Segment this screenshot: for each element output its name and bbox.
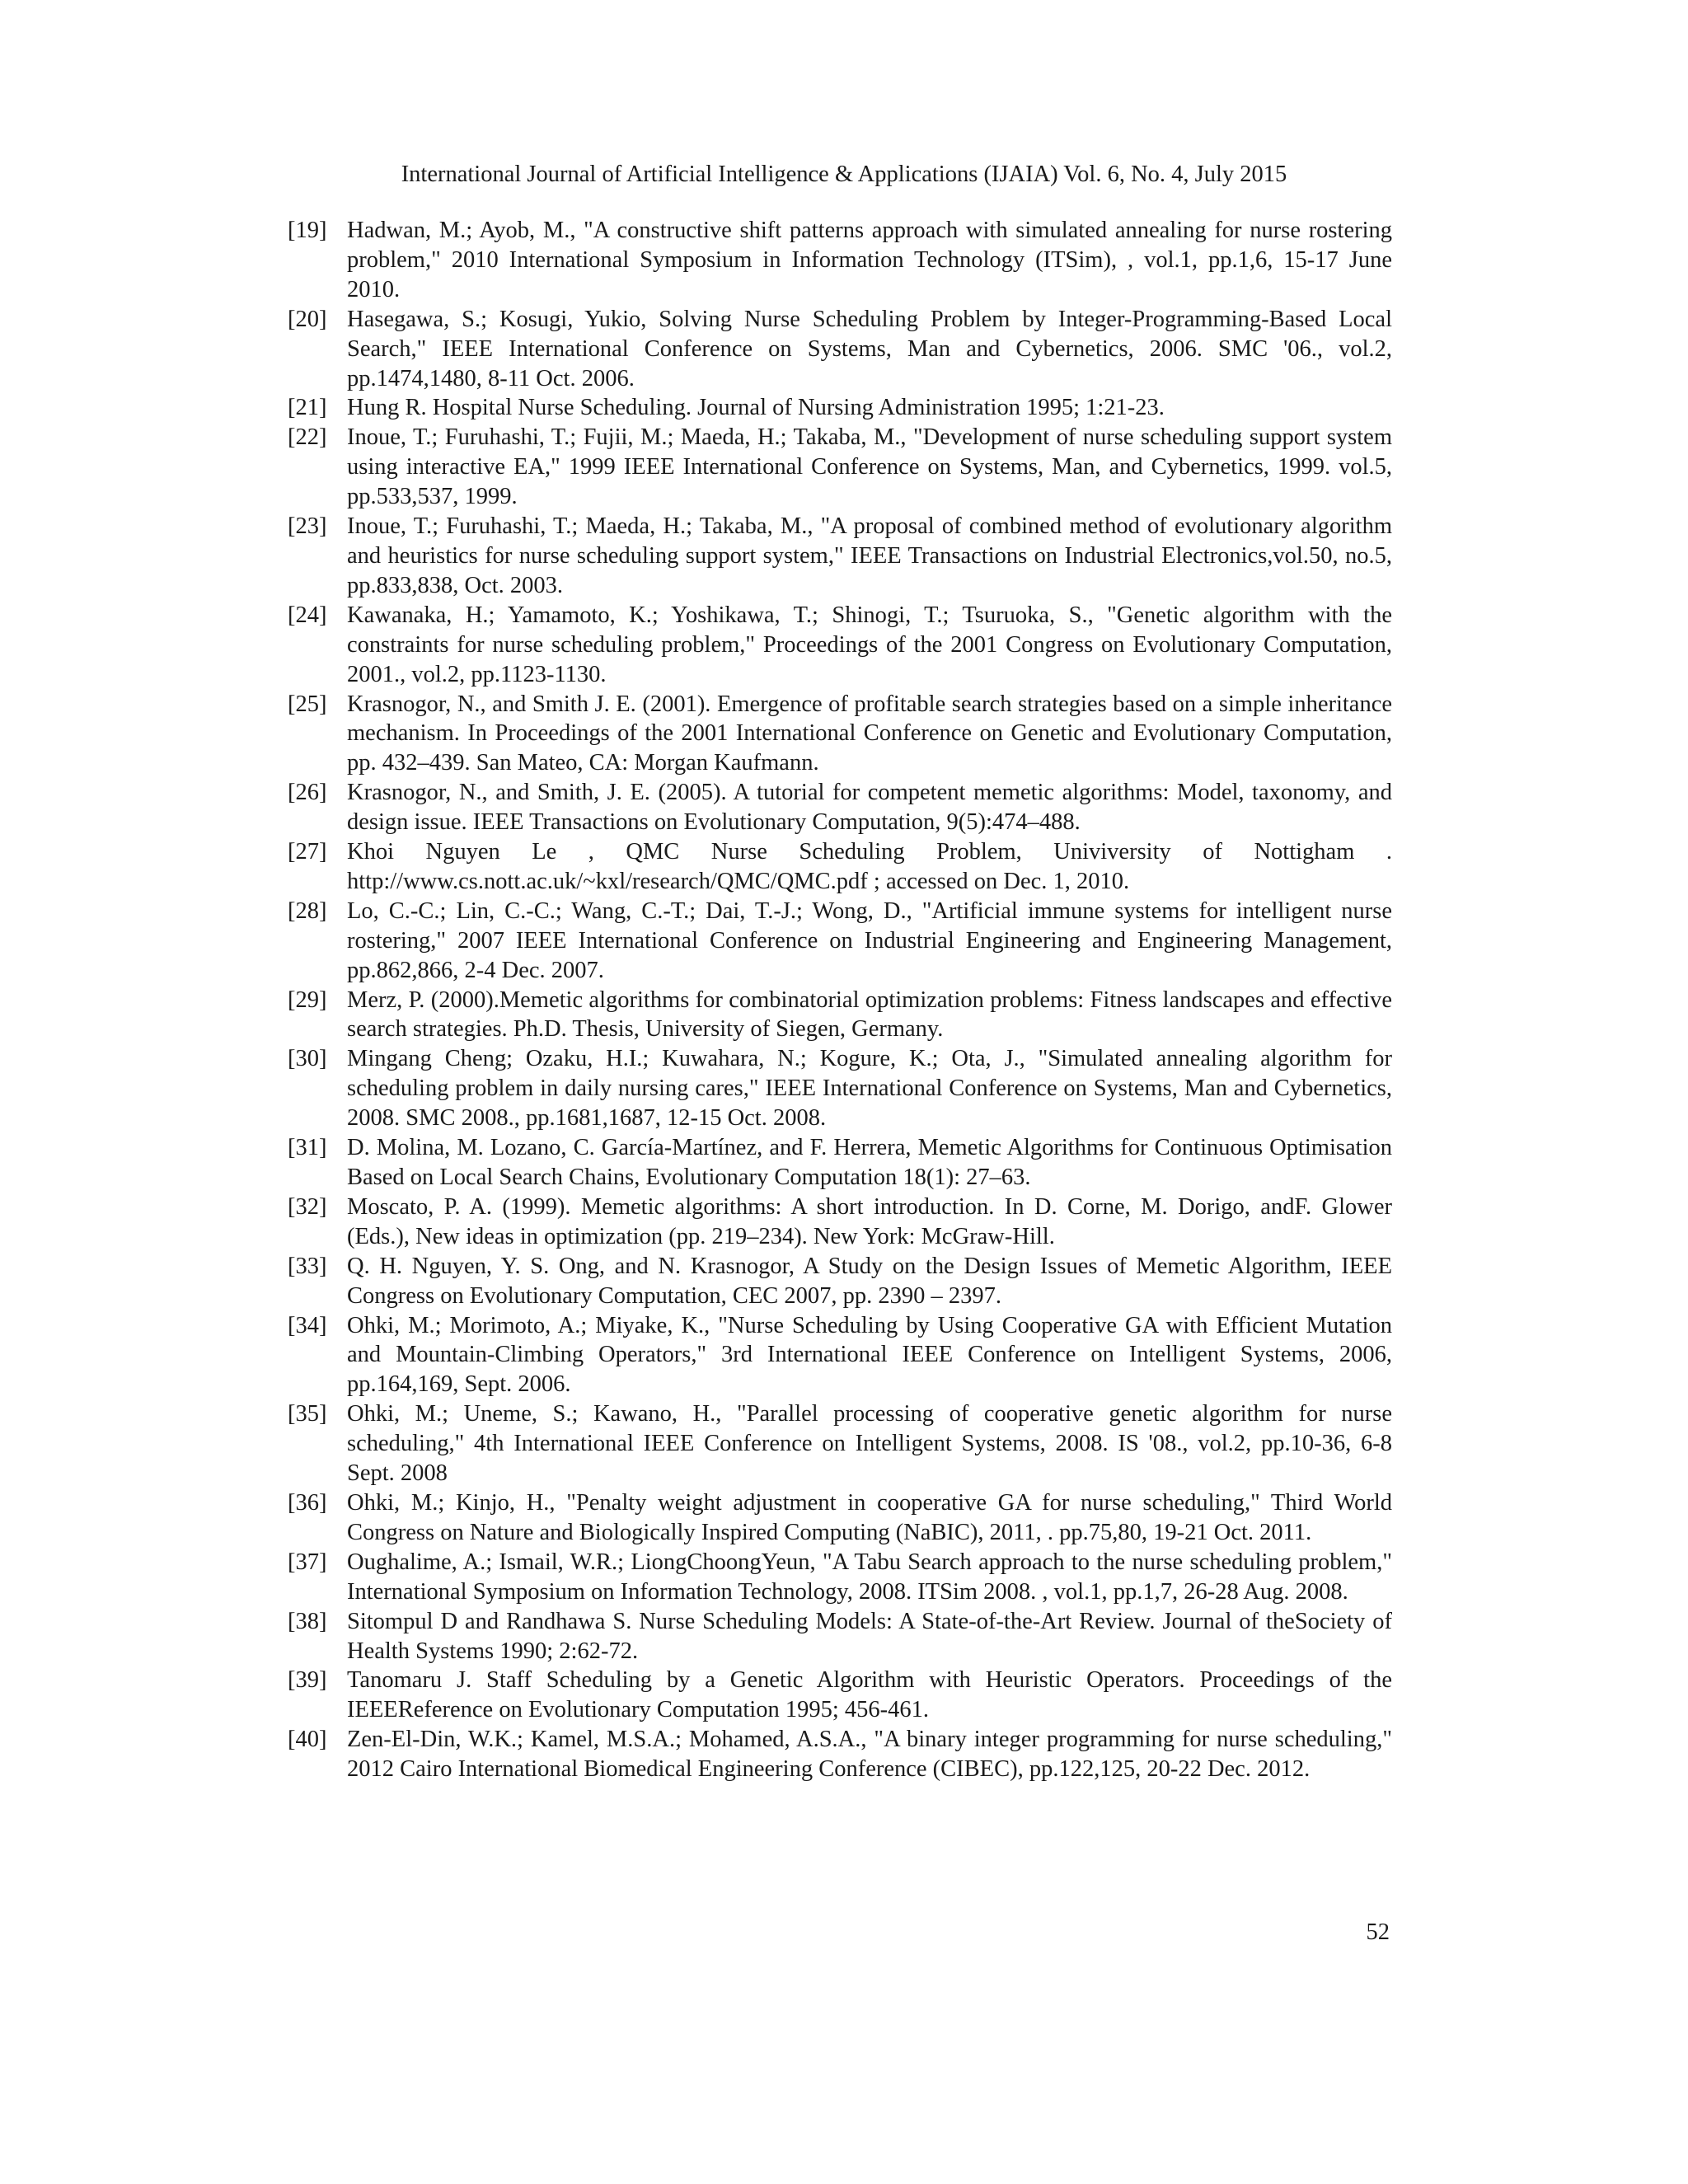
reference-text: Mingang Cheng; Ozaku, H.I.; Kuwahara, N.; Kogure, K.; Ota, J., "Simulated annealing algorithm for scheduling problem in daily nursing cares," IEEE International Conference on Systems, Man and Cybernetics, 2008. SMC 2008., pp.1681,1687, 12-15 Oct. 2008. — [347, 1046, 1392, 1132]
reference-item — [288, 690, 1392, 779]
reference-item — [288, 1044, 1392, 1133]
reference-item — [288, 1133, 1392, 1193]
reference-text: Zen-El-Din, W.K.; Kamel, M.S.A.; Mohamed, A.S.A., "A binary integer programming for nurse scheduling," 2012 Cairo International Biomedical Engineering Conference (CIBEC), pp.122,125, 20-22 Dec. 2012. — [347, 1727, 1392, 1783]
reference-text: Sitompul D and Randhawa S. Nurse Scheduling Models: A State-of-the-Art Review. Journal of theSociety of Health Systems 1990; 2:62-72. — [347, 1608, 1392, 1664]
reference-number: [27] — [288, 839, 327, 865]
reference-text: Hadwan, M.; Ayob, M., "A constructive shift patterns approach with simulated annealing for nurse rostering problem," 2010 International Symposium in Information Technology (ITSim), , vol.1, pp.1,6, 15-17 June 2010. — [347, 218, 1392, 302]
reference-text: Moscato, P. A. (1999). Memetic algorithms: A short introduction. In D. Corne, M. Dorigo, andF. Glower (Eds.), New ideas in optimization (pp. 219–234). New York: McGraw-Hill. — [347, 1193, 1392, 1249]
reference-item — [288, 1311, 1392, 1400]
reference-text: Q. H. Nguyen, Y. S. Ong, and N. Krasnogor, A Study on the Design Issues of Memetic Algorithm, IEEE Congress on Evolutionary Computation, CEC 2007, pp. 2390 – 2397. — [347, 1253, 1392, 1309]
reference-number: [28] — [288, 898, 327, 924]
reference-item — [288, 1607, 1392, 1666]
reference-item — [288, 1252, 1392, 1311]
reference-number: [34] — [288, 1312, 327, 1338]
reference-item — [288, 837, 1392, 897]
reference-number: [26] — [288, 780, 327, 806]
reference-item — [288, 1725, 1392, 1784]
reference-number: [39] — [288, 1667, 327, 1694]
reference-text: Hung R. Hospital Nurse Scheduling. Journal of Nursing Administration 1995; 1:21-23. — [347, 395, 1165, 421]
reference-number: [31] — [288, 1135, 327, 1161]
reference-item — [288, 1666, 1392, 1725]
reference-number: [32] — [288, 1193, 327, 1220]
reference-text: Ohki, M.; Morimoto, A.; Miyake, K., "Nurse Scheduling by Using Cooperative GA with Efficient Mutation and Mountain-Climbing Operators," 3rd International IEEE Conference on Intelligent Systems, 2006, pp.164,169, Sept. 2006. — [347, 1312, 1392, 1398]
reference-item — [288, 1193, 1392, 1252]
reference-item — [288, 216, 1392, 305]
reference-item — [288, 1399, 1392, 1488]
reference-item — [288, 393, 1392, 423]
reference-text: Ohki, M.; Uneme, S.; Kawano, H., "Parallel processing of cooperative genetic algorithm for nurse scheduling," 4th International IEEE Conference on Intelligent Systems, 2008. IS '08., vol.2, pp.10-36, 6-8 Sept. 2008 — [347, 1401, 1392, 1487]
reference-number: [24] — [288, 602, 327, 628]
reference-item — [288, 305, 1392, 394]
reference-text: Tanomaru J. Staff Scheduling by a Genetic Algorithm with Heuristic Operators. Proceedings of the IEEEReference on Evolutionary Computation 1995; 456-461. — [347, 1667, 1392, 1723]
reference-item — [288, 986, 1392, 1045]
reference-text: Merz, P. (2000).Memetic algorithms for combinatorial optimization problems: Fitness landscapes and effective search strategies. Ph.D. Thesis, University of Siegen, Germany. — [347, 987, 1392, 1043]
reference-number: [37] — [288, 1549, 327, 1575]
reference-text: Khoi Nguyen Le , QMC Nurse Scheduling Problem, Univiversity of Nottigham . http://www.cs.nott.ac.uk/~kxl/research/QMC/QMC.pdf ; accessed on Dec. 1, 2010. — [347, 839, 1392, 894]
reference-number: [35] — [288, 1401, 327, 1427]
reference-text: Kawanaka, H.; Yamamoto, K.; Yoshikawa, T.; Shinogi, T.; Tsuruoka, S., "Genetic algorithm with the constraints for nurse scheduling problem," Proceedings of the 2001 Congress on Evolutionary Computation, 2001., vol.2, pp.1123-1130. — [347, 602, 1392, 687]
reference-number: [21] — [288, 395, 327, 421]
reference-item — [288, 512, 1392, 601]
running-header: International Journal of Artificial Intelligence & Applications (IJAIA) Vol. 6, No. 4, July 2015 — [401, 162, 1287, 187]
reference-number: [30] — [288, 1046, 327, 1072]
reference-text: D. Molina, M. Lozano, C. García-Martínez, and F. Herrera, Memetic Algorithms for Continuous Optimisation Based on Local Search Chains, Evolutionary Computation 18(1): 27–63. — [347, 1135, 1392, 1190]
reference-number: [25] — [288, 691, 327, 717]
reference-text: Ohki, M.; Kinjo, H., "Penalty weight adjustment in cooperative GA for nurse scheduling," Third World Congress on Nature and Biologically Inspired Computing (NaBIC), 2011, . pp.75,80, 19-21 Oct. 2011. — [347, 1489, 1392, 1545]
reference-text: Krasnogor, N., and Smith J. E. (2001). Emergence of profitable search strategies based on a simple inheritance mechanism. In Proceedings of the 2001 International Conference on Genetic and Evolutionary Computation, pp. 432–439. San Mateo, CA: Morgan Kaufmann. — [347, 691, 1392, 776]
reference-number: [40] — [288, 1727, 327, 1753]
reference-number: [36] — [288, 1489, 327, 1516]
reference-number: [38] — [288, 1608, 327, 1634]
reference-text: Inoue, T.; Furuhashi, T.; Fujii, M.; Maeda, H.; Takaba, M., "Development of nurse scheduling support system using interactive EA," 1999 IEEE International Conference on Systems, Man, and Cybernetics, 1999. vol.5, pp.533,537, 1999. — [347, 424, 1392, 510]
reference-text: Oughalime, A.; Ismail, W.R.; LiongChoongYeun, "A Tabu Search approach to the nurse scheduling problem," International Symposium on Information Technology, 2008. ITSim 2008. , vol.1, pp.1,7, 26-28 Aug. 2008. — [347, 1549, 1392, 1605]
reference-list — [288, 216, 1392, 1784]
reference-number: [20] — [288, 306, 327, 332]
reference-text: Inoue, T.; Furuhashi, T.; Maeda, H.; Takaba, M., "A proposal of combined method of evolutionary algorithm and heuristics for nurse scheduling support system," IEEE Transactions on Industrial Electronics,vol.50, no.5, pp.833,838, Oct. 2003. — [347, 513, 1392, 598]
reference-number: [33] — [288, 1253, 327, 1279]
page-number: 52 — [1366, 1919, 1390, 1945]
reference-text: Lo, C.-C.; Lin, C.-C.; Wang, C.-T.; Dai, T.-J.; Wong, D., "Artificial immune systems for intelligent nurse rostering," 2007 IEEE International Conference on Industrial Engineering and Engineering Management, pp.862,866, 2-4 Dec. 2007. — [347, 898, 1392, 983]
reference-item — [288, 601, 1392, 690]
reference-number: [23] — [288, 513, 327, 540]
reference-item — [288, 778, 1392, 837]
reference-number: [19] — [288, 218, 327, 243]
reference-number: [29] — [288, 987, 327, 1013]
reference-item — [288, 1548, 1392, 1607]
reference-item — [288, 897, 1392, 986]
reference-number: [22] — [288, 424, 327, 451]
reference-item — [288, 1488, 1392, 1548]
reference-text: Hasegawa, S.; Kosugi, Yukio, Solving Nurse Scheduling Problem by Integer-Programming-Based Local Search," IEEE International Conference on Systems, Man and Cybernetics, 2006. SMC '06., vol.2, pp.1474,1480, 8-11 Oct. 2006. — [347, 306, 1392, 391]
reference-item — [288, 423, 1392, 512]
reference-text: Krasnogor, N., and Smith, J. E. (2005). A tutorial for competent memetic algorithms: Model, taxonomy, and design issue. IEEE Transactions on Evolutionary Computation, 9(5):474–488. — [347, 780, 1392, 836]
